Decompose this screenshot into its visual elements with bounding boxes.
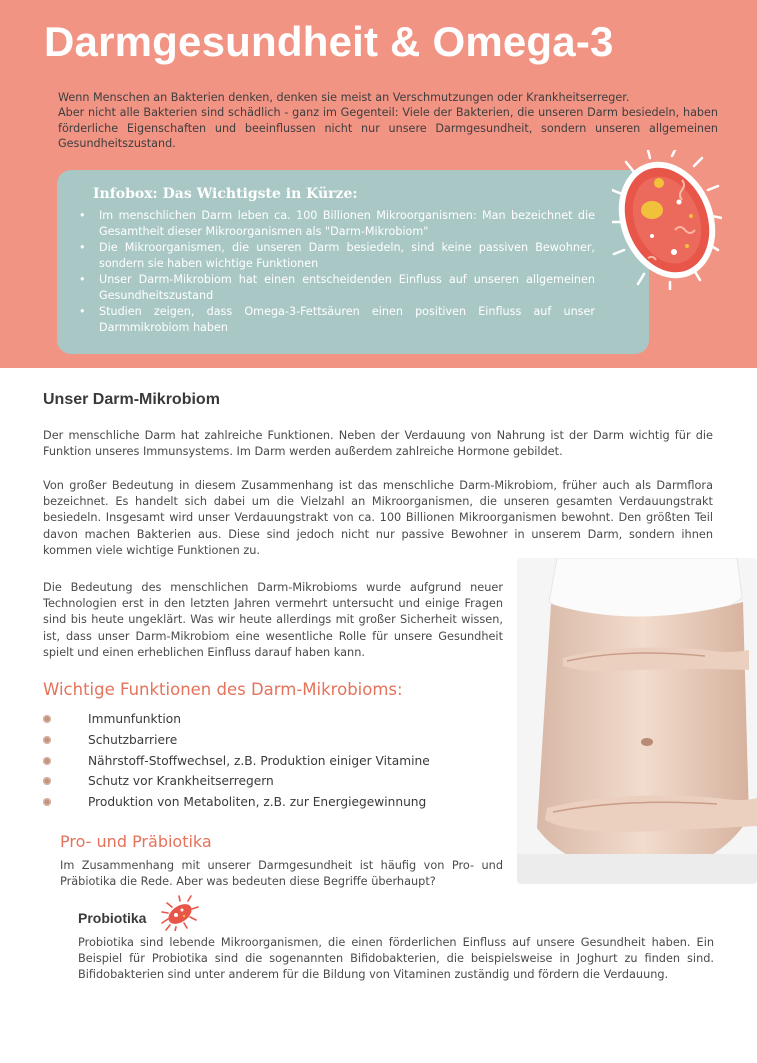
bullet-dot-icon <box>43 777 51 785</box>
infobox <box>57 170 649 354</box>
infobox-item: • Im menschlichen Darm leben ca. 100 Billionen Mikroorganismen: Man bezeichnet die Gesamtheit dieser Mikroorganismen als "Darm-Mikrobiom" <box>77 208 595 239</box>
paragraph-2: Von großer Bedeutung in diesem Zusammenhang ist das menschliche Darm-Mikrobiom, früher auch als Darmflora bezeichnet. Es handelt sich dabei um die Vielzahl an Mikroorganismen, die unseren gesamten Verdauungstrakt besiedeln. Insgesamt wird unser Verdauungstrakt von ca. 100 Billionen Mikroorganismen bewohnt. Den größten Teil davon machen Bakterien aus. Diese sind jedoch nicht nur passive Bewohner in unserem Darm, sondern ihnen kommen viele wichtige Funktionen zu. <box>43 479 713 557</box>
page-title: Darmgesundheit & Omega-3 <box>44 18 614 65</box>
paragraph-1: Der menschliche Darm hat zahlreiche Funktionen. Neben der Verdauung von Nahrung ist der Darm wichtig für die Funktion unseres Immunsystems. Im Darm werden außerdem zahlreiche Hormone gebildet. <box>43 429 713 459</box>
bullet-dot-icon <box>43 798 51 806</box>
infobox-title: Infobox: Das Wichtigste in Kürze: <box>93 186 358 202</box>
infobox-item: • Unser Darm-Mikrobiom hat einen entscheidenden Einfluss auf unseren allgemeinen Gesundheitszustand <box>77 272 595 303</box>
bacteria-small-icon <box>160 895 200 931</box>
intro-line-1: Wenn Menschen an Bakterien denken, denken sie meist an Verschmutzungen oder Krankheitserreger. <box>58 91 630 104</box>
infobox-list <box>77 208 595 336</box>
list-item <box>43 751 430 772</box>
belly-hands-photo <box>517 558 757 884</box>
infobox-item: • Studien zeigen, dass Omega-3-Fettsäuren einen positiven Einfluss auf unser Darmmikrobiom haben <box>77 304 595 335</box>
list-item <box>43 792 430 813</box>
list-item <box>43 709 430 730</box>
paragraph-3: Die Bedeutung des menschlichen Darm-Mikrobioms wurde aufgrund neuer Technologien erst in den letzten Jahren vermehrt untersucht und einige Fragen sind bis heute ungeklärt. Was wir heute allerdings mit großer Sicherheit wissen, ist, dass unser Darm-Mikrobiom eine wesentliche Rolle für unsere Gesundheit spielt und einen erheblichen Einfluss darauf haben kann. <box>43 581 503 659</box>
section-heading-darm-mikrobiom: Unser Darm-Mikrobiom <box>43 391 220 408</box>
paragraph-probiotika: Probiotika sind lebende Mikroorganismen, die einen förderlichen Einfluss auf unsere Gesundheit haben. Ein Beispiel für Probiotika sind die sogenannten Bifidobakterien, die beispielsweise in Joghurt zu finden sind. Bifidobakterien sind unter anderem für die Bildung von Vitaminen zuständig und fördern die Verdauung. <box>78 936 714 982</box>
list-item <box>43 730 430 751</box>
intro-text <box>58 90 718 152</box>
bacteria-illustration-icon <box>612 150 722 290</box>
intro-line-2: Aber nicht alle Bakterien sind schädlich - ganz im Gegenteil: Viele der Bakterien, die unseren Darm besiedeln, haben förderliche Eigenschaften und beeinflussen nicht nur unsere Darmgesundheit, sondern unseren allgemeinen Gesundheitszustand. <box>58 106 718 151</box>
list-item-label: Schutz vor Krankheitserregern <box>88 774 274 789</box>
belly-hands-illustration <box>517 558 757 884</box>
list-item-label: Produktion von Metaboliten, z.B. zur Energiegewinnung <box>88 795 427 810</box>
functions-list <box>43 709 430 813</box>
infobox-item: • Die Mikroorganismen, die unseren Darm besiedeln, sind keine passiven Bewohner, sondern sie haben wichtige Funktionen <box>77 240 595 271</box>
bullet-dot-icon <box>43 757 51 765</box>
bullet-dot-icon <box>43 736 51 744</box>
list-item-label: Immunfunktion <box>88 712 181 726</box>
list-item <box>43 771 430 792</box>
probiotika-heading: Probiotika <box>78 910 147 926</box>
bullet-dot-icon <box>43 715 51 723</box>
pro-praebiotika-heading: Pro- und Präbiotika <box>60 832 212 851</box>
functions-heading: Wichtige Funktionen des Darm-Mikrobioms: <box>43 680 403 699</box>
list-item-label: Schutzbarriere <box>88 732 178 747</box>
header-banner <box>0 0 757 368</box>
paragraph-pro: Im Zusammenhang mit unserer Darmgesundheit ist häufig von Pro- und Präbiotika die Rede. Aber was bedeuten diese Begriffe überhaupt? <box>60 859 503 889</box>
list-item-label: Nährstoff-Stoffwechsel, z.B. Produktion einiger Vitamine <box>88 753 430 768</box>
